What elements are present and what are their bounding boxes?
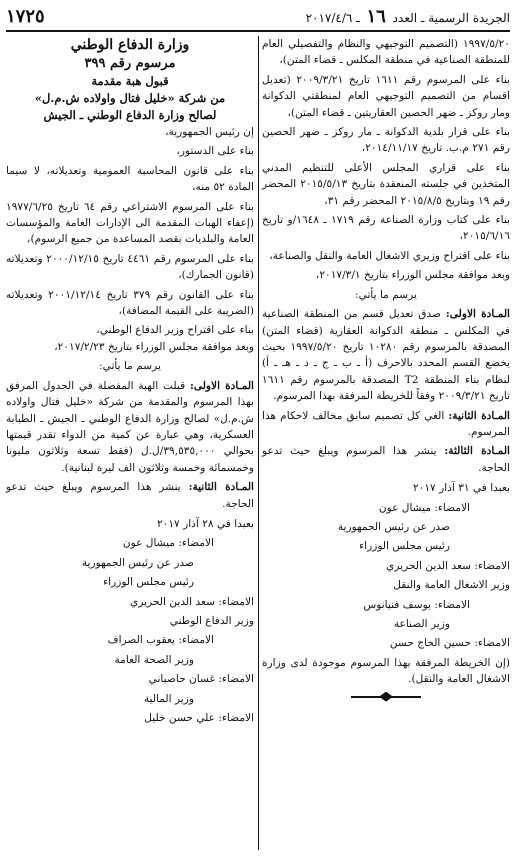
recital: وبعد موافقة مجلس الوزراء بتاريخ ٢٠١٧/٣/١،: [315, 269, 510, 282]
recital: بناء على القانون رقم ٣٧٩ تاريخ ٢٠٠١/١٢/١٤ وتعديلاته (الضريبة على القيمة المضافة)،: [6, 288, 254, 318]
article-label: المـادة الاولى:: [189, 379, 254, 392]
ministry-title: وزارة الدفاع الوطني: [70, 37, 190, 53]
article-text: الغي كل تصميم سابق مخالف لاحكام هذا المرسوم.: [262, 409, 510, 438]
signature-line: الامضاء: حسين الحاج حسن: [389, 637, 510, 650]
signature-line: الامضاء: يوسف فنيانوس: [363, 598, 470, 611]
decree-intro: يرسم ما يأتي:: [99, 360, 161, 373]
signature-line: وزير المالية: [143, 692, 194, 705]
article-text: ينشر هذا المرسوم ويبلغ حيث تدعو الحاجة.: [6, 481, 254, 510]
signature-line: وزير الصناعة: [393, 618, 450, 630]
signature-block: [262, 480, 510, 652]
beneficiary: لصالح وزارة الدفاع الوطني ـ الجيش: [43, 108, 217, 122]
signature-line: الامضاء: ميشال عون: [122, 537, 214, 550]
signature-line: الامضاء: غسان حاصباني: [148, 673, 254, 686]
gazette-name: الجريدة الرسمية ـ العدد: [392, 10, 510, 25]
issue-number: ١٦: [366, 5, 386, 27]
article-text: قبلت الهبة المفصلة في الجدول المرفق بهذا المرسوم والمقدمة من شركة «خليل فتال واولاده ش.م.ل» لصالح وزارة الدفاع الوطني ـ الجيش ـ الطبابة العسكرية، وهي عبارة عن كمية من الدواء تقدر قيمتها بحوالي ٣٩,٥٣٥,٠٠٠/ل.ل (فقط تسعة وثلاثون مليونا وخمسمائة وخمسة وثلاثون الف ليرة لبنانية).: [6, 379, 254, 474]
page-header: [6, 4, 510, 28]
decree-intro: يرسم ما يأتي:: [355, 288, 417, 301]
signature-line: الامضاء: علي حسن خليل: [144, 712, 254, 724]
decree-subject: قبول هبة مقدمة: [91, 74, 169, 88]
recital: بناء على قراري المجلس الأعلى للتنظيم المدني المتخذين في جلسته المنعقدة بتاريخ ٢٠١٥/٥/١٣ المحضر رقم ١٩ وبتاريخ ٢٠١٥/٨/٥ المحضر رقم ٣١،: [262, 161, 510, 207]
recital: بناء على اقتراح وزير الدفاع الوطني،: [96, 324, 254, 337]
article-text: ينشر هذا المرسوم ويبلغ حيث تدعو الحاجة.: [262, 445, 510, 474]
signature-line: الامضاء: سعد الدين الحريري: [130, 595, 254, 608]
right-column: [262, 36, 510, 702]
article-label: المـادة الثانية:: [448, 409, 510, 422]
date-line: بعبدا في ٢٨ آذار ٢٠١٧: [156, 517, 254, 530]
article-1: [262, 306, 510, 404]
signature-block: [6, 516, 254, 726]
recital: وبعد موافقة مجلس الوزراء بتاريخ ٢٠١٧/٢/٢٣،: [54, 340, 254, 353]
gazette-header: [306, 6, 510, 27]
left-column: [6, 36, 254, 729]
recital: بناء على قانون المحاسبة العمومية وتعديلاته، لا سيما المادة ٥٢ منه،: [6, 164, 254, 194]
decree-number: مرسوم رقم ٣٩٩: [84, 56, 176, 71]
signature-line: الامضاء: سعد الدين الحريري: [386, 559, 510, 572]
donor-company: من شركة «خليل فتال واولاده ش.م.ل»: [34, 91, 226, 105]
signature-line: صدر عن رئيس الجمهورية: [81, 556, 194, 569]
article-label: المـادة الاولى:: [445, 308, 510, 321]
signature-line: وزير الصحة العامة: [114, 653, 194, 666]
recital: بناء على الدستور،: [176, 145, 254, 158]
article-1: [6, 378, 254, 476]
article-label: المـادة الثانية:: [188, 481, 254, 494]
end-ornament: [351, 692, 421, 702]
recital: بناء على المرسوم الاشتراعي رقم ٦٤ تاريخ ١٩٧٧/٦/٢٥ (إعفاء الهبات المقدمة الى الإدارات العامة والمؤسسات العامة والبلديات بقصد المساعدة من جميع الرسوم)،: [6, 200, 254, 246]
header-rule: [6, 30, 510, 32]
article-2: [6, 479, 254, 512]
signature-line: رئيس مجلس الوزراء: [103, 576, 194, 589]
recital: إن رئيس الجمهورية،: [165, 126, 254, 138]
article-2: [262, 408, 510, 441]
issue-date: ـ ٢٠١٧/٤/٦: [305, 10, 360, 25]
signature-line: الامضاء: ميشال عون: [378, 501, 470, 514]
article-text: صدق تعديل قسم من المنطقة الصناعية في المكلس ـ منطقة الدكوانة العقارية (قضاء المتن) المصدقة بالمرسوم رقم ١٠٢٨٠ تاريخ ١٩٩٧/٥/٢٠ بحيث يخضع القسم المحدد بالاحرف (أ ـ ب ـ ج ـ د ـ هـ ـ أ) لنظام بناء المنطقة T2 المصدقة بالمرسوم رقم ١٦١١ تاريخ ٢٠٠٩/٣/٢١ وفقاً للخريطة المرفقة بهذا المرسوم.: [262, 308, 510, 403]
column-divider: [258, 36, 259, 850]
page-number: ١٧٢٥: [6, 5, 45, 27]
date-line: بعبدا في ٣١ آذار ٢٠١٧: [412, 482, 510, 495]
signature-line: وزير الاشغال العامة والنقل: [393, 579, 510, 592]
article-3: [262, 443, 510, 476]
recital: بناء على المرسوم رقم ٤٤٦١ تاريخ ٢٠٠٠/١٢/١٥ وتعديلاته (قانون الجمارك)،: [6, 252, 254, 282]
recital: بناء على اقتراح وزيري الاشغال العامة والنقل والصناعة،: [269, 249, 510, 262]
signature-line: صدر عن رئيس الجمهورية: [337, 520, 450, 533]
signature-line: الامضاء: يعقوب الصراف: [107, 634, 214, 647]
signature-line: وزير الدفاع الوطني: [169, 614, 254, 627]
footnote: (إن الخريطة المرفقة بهذا المرسوم موجودة لدى وزارة الاشغال العامة والنقل).: [262, 656, 510, 686]
recital: بناء على كتاب وزارة الصناعة رقم ١٧١٩ ـ ١٦٤٨/و تاريخ ٢٠١٥/٦/١٦،: [262, 214, 511, 243]
article-label: المـادة الثالثة:: [444, 445, 511, 458]
recital: بناء على قرار بلدية الدكوانة ـ مار روكز ـ ضهر الحصين رقم ٢٧١ م.ب. تاريخ ٢٠١٤/١١/١٧،: [262, 126, 510, 155]
recital: بناء على المرسوم رقم ١٦١١ تاريخ ٢٠٠٩/٣/٢١ (تعديل اقسام من التصميم التوجيهي العام لمنطقتي الدكوانة ومار روكز ـ ضهر الحصين العقاريتين ـ قضاء المتن)،: [262, 73, 510, 119]
signature-line: رئيس مجلس الوزراء: [359, 540, 450, 553]
recital: ١٩٩٧/٥/٢٠ (التصميم التوجيهي والنظام والتفصيلي العام للمنطقة الصناعية في منطقة المكلس ـ قضاء المتن)،: [262, 38, 510, 67]
